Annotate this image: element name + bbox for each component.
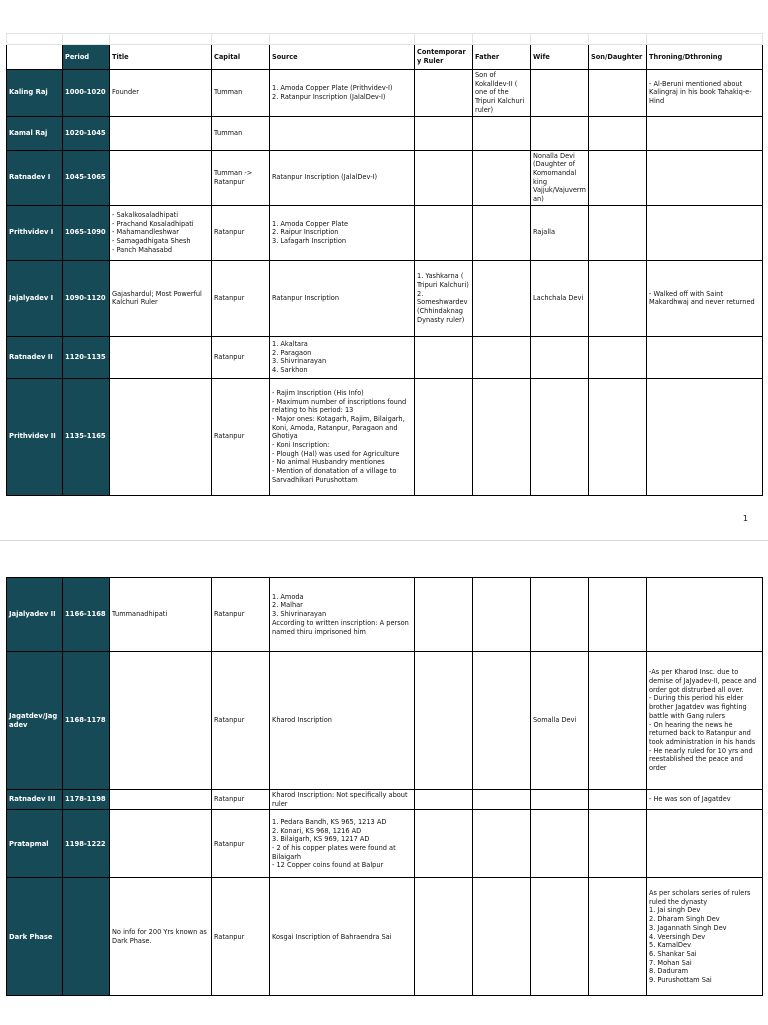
cell-period: 1020-1045 (63, 116, 110, 150)
cell-name: Jagatdev/Jagadev (7, 652, 63, 790)
rulers-table-page-2 (6, 577, 763, 996)
cell-son (589, 116, 647, 150)
cell-capital: Ratanpur (212, 578, 270, 652)
cell-throning (647, 578, 763, 652)
cell-source (270, 116, 415, 150)
cell-title (110, 810, 212, 878)
cell-name: Ratnadev I (7, 150, 63, 205)
cell-source: 1. Amoda 2. Malhar 3. Shivrinarayan According to written inscription: A person named thiru imprisoned him (270, 578, 415, 652)
cell-wife (531, 378, 589, 495)
cell-title (110, 150, 212, 205)
cell-title: No info for 200 Yrs known as Dark Phase. (110, 878, 212, 996)
cell-name: Ratnadev III (7, 790, 63, 810)
cell-son (589, 790, 647, 810)
cell-source: Ratanpur Inscription (JalalDev-I) (270, 150, 415, 205)
cell-name: Kamal Raj (7, 116, 63, 150)
cell-father (473, 652, 531, 790)
header-throning: Throning/Dthroning (647, 45, 763, 70)
cell-period: 1168-1178 (63, 652, 110, 790)
cell-title (110, 652, 212, 790)
table-row (7, 652, 763, 790)
cell-capital: Ratanpur (212, 378, 270, 495)
cell-father (473, 205, 531, 260)
cell-title (110, 336, 212, 378)
header-name (7, 45, 63, 70)
cell-son (589, 810, 647, 878)
table-row (7, 150, 763, 205)
cell-throning (647, 810, 763, 878)
cell-son (589, 378, 647, 495)
cell-father (473, 810, 531, 878)
cell-name: Ratnadev II (7, 336, 63, 378)
cell-period (63, 878, 110, 996)
cell-throning: - Al-Beruni mentioned about Kalingraj in his book Tahakiq-e-Hind (647, 70, 763, 117)
page-2 (0, 540, 768, 1025)
header-wife: Wife (531, 45, 589, 70)
cell-name: Prithvidev I (7, 205, 63, 260)
cell-source: Kosgai Inscription of Bahraendra Sai (270, 878, 415, 996)
rulers-table-page-1 (6, 33, 763, 496)
table-row (7, 116, 763, 150)
header-contemporary: Contemporary Ruler (415, 45, 473, 70)
cell-contemporary (415, 878, 473, 996)
table-row (7, 810, 763, 878)
header-row (7, 45, 763, 70)
table-row (7, 790, 763, 810)
table-row (7, 878, 763, 996)
table-row (7, 336, 763, 378)
cell-capital: Ratanpur (212, 652, 270, 790)
cell-contemporary (415, 150, 473, 205)
cell-name: Prithvidev II (7, 378, 63, 495)
header-capital: Capital (212, 45, 270, 70)
cell-wife (531, 336, 589, 378)
cell-title: Founder (110, 70, 212, 117)
cell-father (473, 878, 531, 996)
cell-wife (531, 878, 589, 996)
cell-period: 1178-1198 (63, 790, 110, 810)
cell-capital: Ratanpur (212, 336, 270, 378)
cell-name: Jajalyadev I (7, 260, 63, 336)
cell-source: 1. Pedara Bandh, KS 965, 1213 AD 2. Konari, KS 968, 1216 AD 3. Bilaigarh, KS 969, 1217 AD - 2 of his copper plates were found at Bilaigarh - 12 Copper coins found at Balpur (270, 810, 415, 878)
cell-title (110, 790, 212, 810)
cell-son (589, 652, 647, 790)
cell-capital: Ratanpur (212, 260, 270, 336)
cell-wife (531, 70, 589, 117)
cell-title: - Sakalkosaladhipati - Prachand Kosaladhipati - Mahamandleshwar - Samagadhigata Shesh - Panch Mahasabd (110, 205, 212, 260)
cell-source: - Rajim Inscription (His Info) - Maximum number of inscriptions found relating to his period: 13 - Major ones: Kotagarh, Rajim, Bilaigarh, Koni, Amoda, Ratanpur, Paragaon and Ghotiya - Koni Inscription: - Plough (Hal) was used for Agriculture - No animal Husbandry mentiones - Mention of donatation of a village to Sarvadhikari Purushottam (270, 378, 415, 495)
cell-name: Dark Phase (7, 878, 63, 996)
cell-throning: As per scholars series of rulers ruled the dynasty 1. Jai singh Dev 2. Dharam Singh Dev 3. Jagannath Singh Dev 4. Veersingh Dev 5. KamalDev 6. Shankar Sai 7. Mohan Sai 8. Daduram 9. Purushottam Sai (647, 878, 763, 996)
cell-source: Kharod Inscription (270, 652, 415, 790)
cell-name: Kaling Raj (7, 70, 63, 117)
cell-contemporary: 1. Yashkarna ( Tripuri Kalchuri) 2. Someshwardev (Chhindaknag Dynasty ruler) (415, 260, 473, 336)
cell-father (473, 790, 531, 810)
cell-wife (531, 578, 589, 652)
cell-period: 1120-1135 (63, 336, 110, 378)
header-father: Father (473, 45, 531, 70)
cell-source: Kharod Inscription: Not specifically about ruler (270, 790, 415, 810)
page-number: 1 (742, 514, 748, 523)
cell-throning: - Walked off with Saint Makardhwaj and never returned (647, 260, 763, 336)
cell-title (110, 378, 212, 495)
cell-capital: Tumman -> Ratanpur (212, 150, 270, 205)
cell-throning (647, 116, 763, 150)
cell-father (473, 150, 531, 205)
cell-father (473, 260, 531, 336)
cell-title (110, 116, 212, 150)
cell-source: 1. Amoda Copper Plate 2. Raipur Inscription 3. Lafagarh Inscription (270, 205, 415, 260)
cell-father (473, 336, 531, 378)
cell-son (589, 878, 647, 996)
cell-throning (647, 336, 763, 378)
cell-contemporary (415, 336, 473, 378)
cell-capital: Ratanpur (212, 810, 270, 878)
cell-contemporary (415, 810, 473, 878)
cell-father (473, 116, 531, 150)
cell-wife: Nonalla Devi (Daughter of Komomandal king Vajjuk/Vajuverman) (531, 150, 589, 205)
cell-period: 1198-1222 (63, 810, 110, 878)
cell-name: Pratapmal (7, 810, 63, 878)
table-row (7, 70, 763, 117)
cell-capital: Tumman (212, 116, 270, 150)
cell-contemporary (415, 652, 473, 790)
cell-period: 1000-1020 (63, 70, 110, 117)
cell-title: Gajashardul; Most Powerful Kalchuri Ruler (110, 260, 212, 336)
header-source: Source (270, 45, 415, 70)
cell-son (589, 260, 647, 336)
header-period: Period (63, 45, 110, 70)
cell-wife: Somalla Devi (531, 652, 589, 790)
cell-capital: Tumman (212, 70, 270, 117)
cell-period: 1090-1120 (63, 260, 110, 336)
table-row (7, 578, 763, 652)
cell-son (589, 578, 647, 652)
header-title: Title (110, 45, 212, 70)
cell-source: 1. Amoda Copper Plate (Prithvidev-I) 2. Ratanpur Inscription (JalalDev-I) (270, 70, 415, 117)
table-row (7, 260, 763, 336)
cell-son (589, 336, 647, 378)
cell-contemporary (415, 116, 473, 150)
cell-throning (647, 378, 763, 495)
cell-capital: Ratanpur (212, 790, 270, 810)
cell-wife: Rajalla (531, 205, 589, 260)
cell-son (589, 150, 647, 205)
cell-name: Jajalyadev II (7, 578, 63, 652)
cell-source: Ratanpur Inscription (270, 260, 415, 336)
header-son: Son/Daughter (589, 45, 647, 70)
cell-period: 1045-1065 (63, 150, 110, 205)
cell-throning (647, 205, 763, 260)
cell-son (589, 205, 647, 260)
cell-wife (531, 116, 589, 150)
cell-contemporary (415, 790, 473, 810)
cell-wife: Lachchala Devi (531, 260, 589, 336)
cell-period: 1135-1165 (63, 378, 110, 495)
cell-wife (531, 810, 589, 878)
cell-contemporary (415, 70, 473, 117)
cell-period: 1166-1168 (63, 578, 110, 652)
cell-period: 1065-1090 (63, 205, 110, 260)
cell-father (473, 378, 531, 495)
cell-throning: -As per Kharod Insc. due to demise of JaJyadev-II, peace and order got distrurbed all over. - During this period his elder brother Jagatdev was fighting battle with Gang rulers - On hearing the news he returned back to Ratanpur and took administration in his hands - He nearly ruled for 10 yrs and reestablished the peace and order (647, 652, 763, 790)
cell-father: Son of Kokalldev-II ( one of the Tripuri Kalchuri ruler) (473, 70, 531, 117)
cell-source: 1. Akaltara 2. Paragaon 3. Shivrinarayan 4. Sarkhon (270, 336, 415, 378)
table-row (7, 378, 763, 495)
cell-son (589, 70, 647, 117)
table-row (7, 205, 763, 260)
cell-wife (531, 790, 589, 810)
cell-capital: Ratanpur (212, 205, 270, 260)
cell-contemporary (415, 578, 473, 652)
cell-contemporary (415, 378, 473, 495)
cell-father (473, 578, 531, 652)
cell-title: Tummanadhipati (110, 578, 212, 652)
cell-throning: - He was son of Jagatdev (647, 790, 763, 810)
cell-throning (647, 150, 763, 205)
cell-capital: Ratanpur (212, 878, 270, 996)
cell-contemporary (415, 205, 473, 260)
